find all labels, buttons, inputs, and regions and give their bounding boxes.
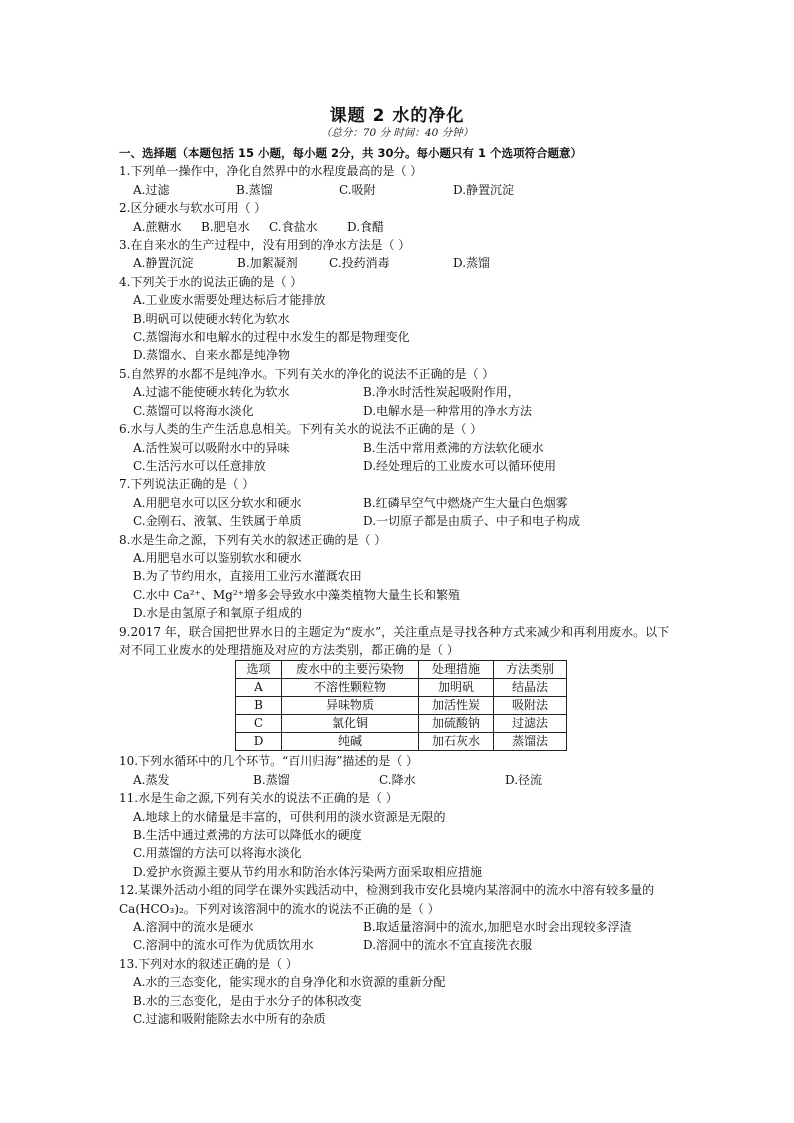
option-b: B.肥皂水: [201, 219, 250, 234]
option-c: C.食盐水: [269, 219, 318, 234]
option-d: D.食醋: [347, 219, 385, 234]
table-row: [236, 715, 567, 733]
question-9: [119, 623, 679, 752]
option-c: C.溶洞中的流水可作为优质饮用水: [133, 938, 314, 953]
option-d: D.电解水是一种常用的净水方法: [363, 403, 533, 418]
options-row: [119, 254, 679, 272]
options-row: [119, 494, 679, 512]
option-a: A.过滤: [133, 182, 170, 197]
question-stem: 12.某课外活动小组的同学在课外实践活动中，检测到我市安化县境内某溶洞中的流水中溶有较多量的 Ca(HCO₃)₂。下列对该溶洞中的流水的说法不正确的是（ ）: [119, 883, 655, 916]
option-a: A.过滤不能使硬水转化为软水: [133, 385, 290, 400]
question-11: [119, 789, 679, 881]
option-b: B.蒸馏: [253, 772, 290, 787]
question-4: [119, 273, 679, 365]
option-c: C.生活污水可以任意排放: [133, 458, 266, 473]
question-5: [119, 365, 679, 420]
option-c: C.降水: [379, 772, 416, 787]
table-cell: 不溶性颗粒物: [282, 679, 419, 697]
question-stem: 1.下列单一操作中，净化自然界中的水程度最高的是（ ）: [119, 164, 423, 179]
option-a: A.活性炭可以吸附水中的异味: [133, 440, 290, 455]
option-d: D.水是由氢原子和氧原子组成的: [133, 606, 303, 621]
option-a: A.溶洞中的流水是硬水: [133, 920, 254, 935]
question-6: [119, 420, 679, 475]
page-title: 课题 2 水的净化: [329, 106, 465, 126]
question-stem: 8.水是生命之源，下列有关水的叙述正确的是（ ）: [119, 532, 387, 547]
option-a: A.用肥皂水可以区分软水和硬水: [133, 495, 302, 510]
option-b: B.生活中常用煮沸的方法软化硬水: [363, 440, 544, 455]
option-d: D.径流: [505, 772, 543, 787]
question-stem: 9.2017 年，联合国把世界水日的主题定为“废水”，关注重点是寻找各种方式来减少和再利用废水。以下对不同工业废水的处理措施及对应的方法类别，都正确的是（ ）: [119, 624, 670, 657]
question-stem: 13.下列对水的叙述正确的是（ ）: [119, 956, 298, 971]
document-body: [119, 144, 679, 1028]
option-b: B.为了节约用水，直接用工业污水灌溉农田: [133, 569, 362, 584]
option-c: C.过滤和吸附能除去水中所有的杂质: [133, 1012, 326, 1027]
question-1: [119, 162, 679, 199]
option-a: A.工业废水需要处理达标后才能排放: [133, 293, 326, 308]
table-cell: 加石灰水: [419, 733, 494, 751]
option-d: D.蒸馏水、自来水都是纯净物: [133, 348, 291, 363]
table-cell: 异味物质: [282, 697, 419, 715]
table-header: 废水中的主要污染物: [282, 661, 419, 679]
option-a: A.静置沉淀: [133, 256, 194, 271]
option-b: B.加絮凝剂: [237, 256, 298, 271]
question-3: [119, 236, 679, 273]
option-b: B.蒸馏: [236, 182, 273, 197]
option-c: C.吸附: [339, 182, 376, 197]
options-row: [119, 439, 679, 457]
table-header-row: [236, 661, 567, 679]
question-7: [119, 475, 679, 530]
question-2: [119, 199, 679, 236]
question-stem: 11.水是生命之源,下列有关水的说法不正确的是（ ）: [119, 791, 398, 806]
option-c: C.蒸馏海水和电解水的过程中水发生的都是物理变化: [133, 330, 410, 345]
options-row: [119, 918, 679, 936]
question-stem: 5.自然界的水都不是纯净水。下列有关水的净化的说法不正确的是（ ）: [119, 366, 495, 381]
table-cell: 加明矾: [419, 679, 494, 697]
option-a: A.地球上的水储量是丰富的，可供利用的淡水资源是无限的: [133, 809, 446, 824]
question-13: [119, 955, 679, 1029]
question-8: [119, 531, 679, 623]
options-row: [119, 181, 679, 199]
page-subtitle: （总分：70 分 时间：40 分钟）: [320, 127, 474, 139]
table-cell: 结晶法: [494, 679, 567, 697]
option-c: C.水中 Ca²⁺、Mg²⁺增多会导致水中藻类植物大量生长和繁殖: [133, 587, 460, 602]
option-a: A.蔗糖水: [133, 219, 182, 234]
options-row: [119, 771, 679, 789]
option-d: D.蒸馏: [453, 256, 491, 271]
options-row: [119, 457, 679, 475]
option-a: A.蒸发: [133, 772, 170, 787]
options-row: [119, 936, 679, 954]
question-stem: 7.下列说法正确的是（ ）: [119, 477, 255, 492]
wastewater-table: [235, 660, 567, 751]
option-b: B.生活中通过煮沸的方法可以降低水的硬度: [133, 828, 362, 842]
option-c: C.投药消毒: [329, 256, 390, 271]
question-stem: 3.在自来水的生产过程中，没有用到的净水方法是（ ）: [119, 238, 411, 253]
table-row: [236, 679, 567, 697]
table-cell: 吸附法: [494, 697, 567, 715]
option-d: D.溶洞中的流水不宜直接洗衣服: [363, 938, 533, 953]
table-cell: 纯碱: [282, 733, 419, 751]
table-cell: 加活性炭: [419, 697, 494, 715]
table-header: 处理措施: [419, 661, 494, 679]
option-c: C.蒸馏可以将海水淡化: [133, 403, 254, 418]
table-cell: 加硫酸钠: [419, 715, 494, 733]
table-row: [236, 733, 567, 751]
option-d: D.经处理后的工业废水可以循环使用: [363, 458, 557, 473]
table-cell: 氯化铜: [282, 715, 419, 733]
question-12: [119, 881, 679, 955]
option-c: C.用蒸馏的方法可以将海水淡化: [133, 846, 302, 861]
table-header: 选项: [236, 661, 282, 679]
options-row: [119, 512, 679, 530]
table-row: [236, 697, 567, 715]
option-b: B.净水时活性炭起吸附作用，: [363, 385, 520, 400]
question-stem: 2.区分硬水与软水可用（ ）: [119, 201, 267, 216]
option-a: A.用肥皂水可以鉴别软水和硬水: [133, 550, 302, 565]
table-cell: B: [236, 697, 282, 715]
option-c: C.金刚石、液氧、生铁属于单质: [133, 514, 302, 529]
option-d: D.爱护水资源主要从节约用水和防治水体污染两方面采取相应措施: [133, 864, 483, 879]
options-row: [119, 383, 679, 401]
table-cell: D: [236, 733, 282, 751]
option-d: D.一切原子都是由质子、中子和电子构成: [363, 514, 581, 529]
table-cell: C: [236, 715, 282, 733]
question-stem: 6.水与人类的生产生活息息相关。下列有关水的说法不正确的是（ ）: [119, 422, 483, 437]
table-cell: 过滤法: [494, 715, 567, 733]
section-heading: 一、选择题（本题包括 15 小题，每小题 2分，共 30分。每小题只有 1 个选项符合题意）: [119, 146, 583, 160]
table-header: 方法类别: [494, 661, 567, 679]
table-cell: 蒸馏法: [494, 733, 567, 751]
table-cell: A: [236, 679, 282, 697]
option-b: B.红磷早空气中燃烧产生大量白色烟雾: [363, 495, 568, 510]
option-b: B.取适量溶洞中的流水,加肥皂水时会出现较多浮渣: [363, 920, 632, 935]
question-stem: 4.下列关于水的说法正确的是（ ）: [119, 274, 303, 289]
option-d: D.静置沉淀: [453, 182, 515, 197]
options-row: [119, 218, 679, 236]
option-b: B.明矾可以使硬水转化为软水: [133, 311, 290, 326]
option-b: B.水的三态变化，是由于水分子的体积改变: [133, 993, 362, 1008]
options-row: [119, 402, 679, 420]
question-10: [119, 752, 679, 789]
question-stem: 10.下列水循环中的几个环节。“百川归海”描述的是（ ）: [119, 754, 419, 769]
option-a: A.水的三态变化，能实现水的自身净化和水资源的重新分配: [133, 975, 446, 990]
